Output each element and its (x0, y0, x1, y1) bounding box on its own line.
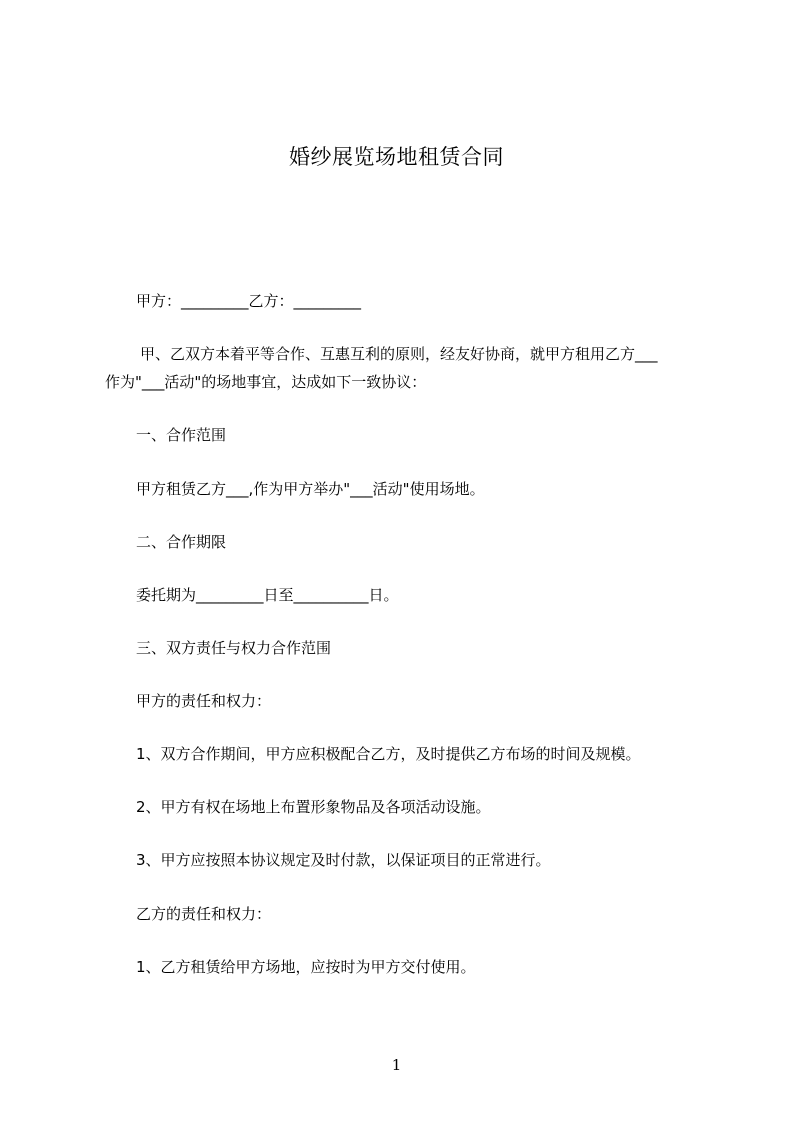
preamble-line-2: 作为"___活动"的场地事宜，达成如下一致协议： (105, 373, 427, 391)
party-a-item-1: 1、双方合作期间，甲方应积极配合乙方，及时提供乙方布场的时间及规模。 (136, 745, 641, 763)
section-2-text: 委托期为_________日至__________日。 (136, 586, 399, 604)
party-a-item-3: 3、甲方应按照本协议规定及时付款，以保证项目的正常进行。 (136, 851, 551, 869)
section-1-heading: 一、合作范围 (136, 426, 227, 444)
page-number: 1 (391, 1056, 402, 1074)
preamble-line-1: 甲、乙双方本着平等合作、互惠互利的原则，经友好协商，就甲方租用乙方___ (140, 345, 658, 363)
party-b-item-1: 1、乙方租赁给甲方场地，应按时为甲方交付使用。 (136, 958, 476, 976)
document-title: 婚纱展览场地租赁合同 (289, 145, 504, 169)
section-2-heading: 二、合作期限 (136, 533, 227, 551)
party-a-heading: 甲方的责任和权力： (136, 692, 272, 710)
party-a-item-2: 2、甲方有权在场地上布置形象物品及各项活动设施。 (136, 798, 491, 816)
parties-line: 甲方：_________乙方：_________ (136, 292, 362, 310)
section-1-text: 甲方租赁乙方___,作为甲方举办"___活动"使用场地。 (136, 480, 485, 498)
party-b-heading: 乙方的责任和权力： (136, 905, 272, 923)
section-3-heading: 三、双方责任与权力合作范围 (136, 639, 332, 657)
